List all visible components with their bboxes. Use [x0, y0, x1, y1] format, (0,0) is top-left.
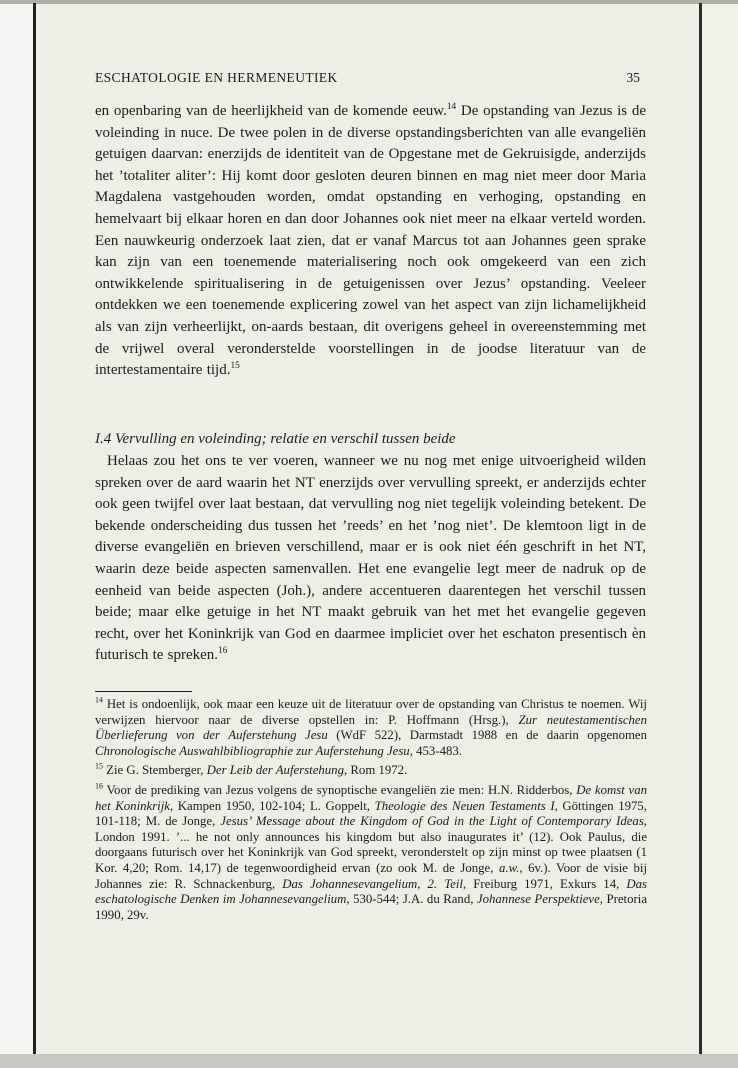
- running-title: ESCHATOLOGIE EN HERMENEUTIEK: [95, 70, 338, 85]
- paragraph-vervulling: Helaas zou het ons te ver voeren, wanneer we nu nog met enige uitvoerigheid wilden spreken over de aard waarin het NT enerzijds over vervulling spreekt, er anderzijds echter ook geen twijfel over laat bestaan, dat vervulling nog niet tegelijk voleinding betekent. De bekende onderscheiding dus tussen het ’reeds’ en het ’nog niet’. De klemtoon ligt in de diverse evangeliën en brieven verschillend, maar er is ook niet één geschrift in het NT, waarin deze beide aspecten samenvallen. Het ene evangelie legt meer de nadruk op de eenheid van beide aspecten (Joh.), andere accentueren daarentegen het verschil tussen beide; maar elke getuige in het NT maakt gebruik van het met het evangelie gegeven recht, over het Koninkrijk van God en daarmee impliciet over het eschaton presentisch èn futurisch te spreken.$^{16}$: [95, 453, 646, 664]
- paragraph-opstanding: en openbaring van de heerlijkheid van de komende eeuw.$^{14}$ De opstanding van Jezus is de voleinding in nuce. De twee polen in de diverse opstandingsberichten van alle evangeliën getuigen daarvan: enerzijds de identiteit van de Opgestane met de Gekruisigde, anderzijds het ’totaliter aliter’: Hij komt door gesloten deuren binnen en mag niet meer door Maria Magdalena vastgehouden worden, omdat opstanding en verhoging, opstanding en hemelvaart bij elkaar horen en dan door Johannes ook niet meer na elkaar verteld worden. Een nauwkeurig onderzoek laat zien, dat er vanaf Marcus tot aan Johannes geen sprake kan zijn van een toenemende materialisering noch ook omgekeerd van een zich ontwikkelende spiritualisering in de getuigenissen over Jezus’ opstanding. Veeleer ontdekken we een toenemende explicering zowel van het aspect van zijn lichamelijkheid als van zijn verheerlijkt, on-aards bestaan, dit overigens geheel in overeenstemming met de vrijwel overal veronderstelde voorstellingen in de joodse literatuur van de intertestamentaire tijd.$^{15}$: [95, 102, 646, 379]
- page-number: 35: [626, 70, 640, 85]
- footnote-separator: [95, 691, 192, 692]
- section-heading-i4: I.4 Vervulling en voleinding; relatie en verschil tussen beide: [95, 431, 456, 447]
- footnote-15: $^{15}$ Zie G. Stemberger, Der Leib der Auferstehung, Rom 1972.: [95, 762, 408, 778]
- footnote-16: $^{16}$ Voor de prediking van Jezus volgens de synoptische evangeliën zie men: H.N. Ridderbos, De komst van het Koninkrijk, Kampen 1950, 102-104; L. Goppelt, Theologie des Neuen Testaments I, Göttingen 1975, 101-118; M. de Jonge, Jesus’ Message about the Kingdom of God in the Light of Contemporary Ideas, London 1991. ’... he not only announces his kingdom but also inaugurates it’ (12). Ook Paulus, die doorgaans futurisch over het Koninkrijk van God spreekt, veronderstelt op zijn minst op twee plaatsen (1 Kor. 4,20; Rom. 14,17) de tegenwoordigheid ervan (zo ook M. de Jonge, a.w., 6v.). Voor de visie bij Johannes zie: R. Schnackenburg, Das Johannesevangelium, 2. Teil, Freiburg 1971, Exkurs 14, Das eschatologische Denken im Johannesevangelium, 530-544; J.A. du Rand, Johannese Perspektieve, Pretoria 1990, 29v.: [95, 781, 648, 922]
- footnotes-block: [95, 697, 647, 927]
- running-head: [95, 70, 646, 86]
- footnote-14: $^{14}$ Het is ondoenlijk, ook maar een keuze uit de literatuur over de opstanding van Christus te noemen. Wij verwijzen hiervoor naar de diverse opstellen in: P. Hoffmann (Hrsg.), Zur neutestamentischen Überlieferung von der Auferstehung Jesu (WdF 522), Darmstadt 1988 en de daarin opgenomen Chronologische Auswahlbibliographie zur Auferstehung Jesu, 453-483.: [95, 695, 647, 758]
- scan-right-margin: [702, 0, 738, 1068]
- scan-top-edge-band: [0, 0, 738, 4]
- page-right-edge-line: [699, 3, 702, 1054]
- page-left-edge-line: [33, 3, 36, 1054]
- scan-bottom-edge-band: [0, 1054, 738, 1068]
